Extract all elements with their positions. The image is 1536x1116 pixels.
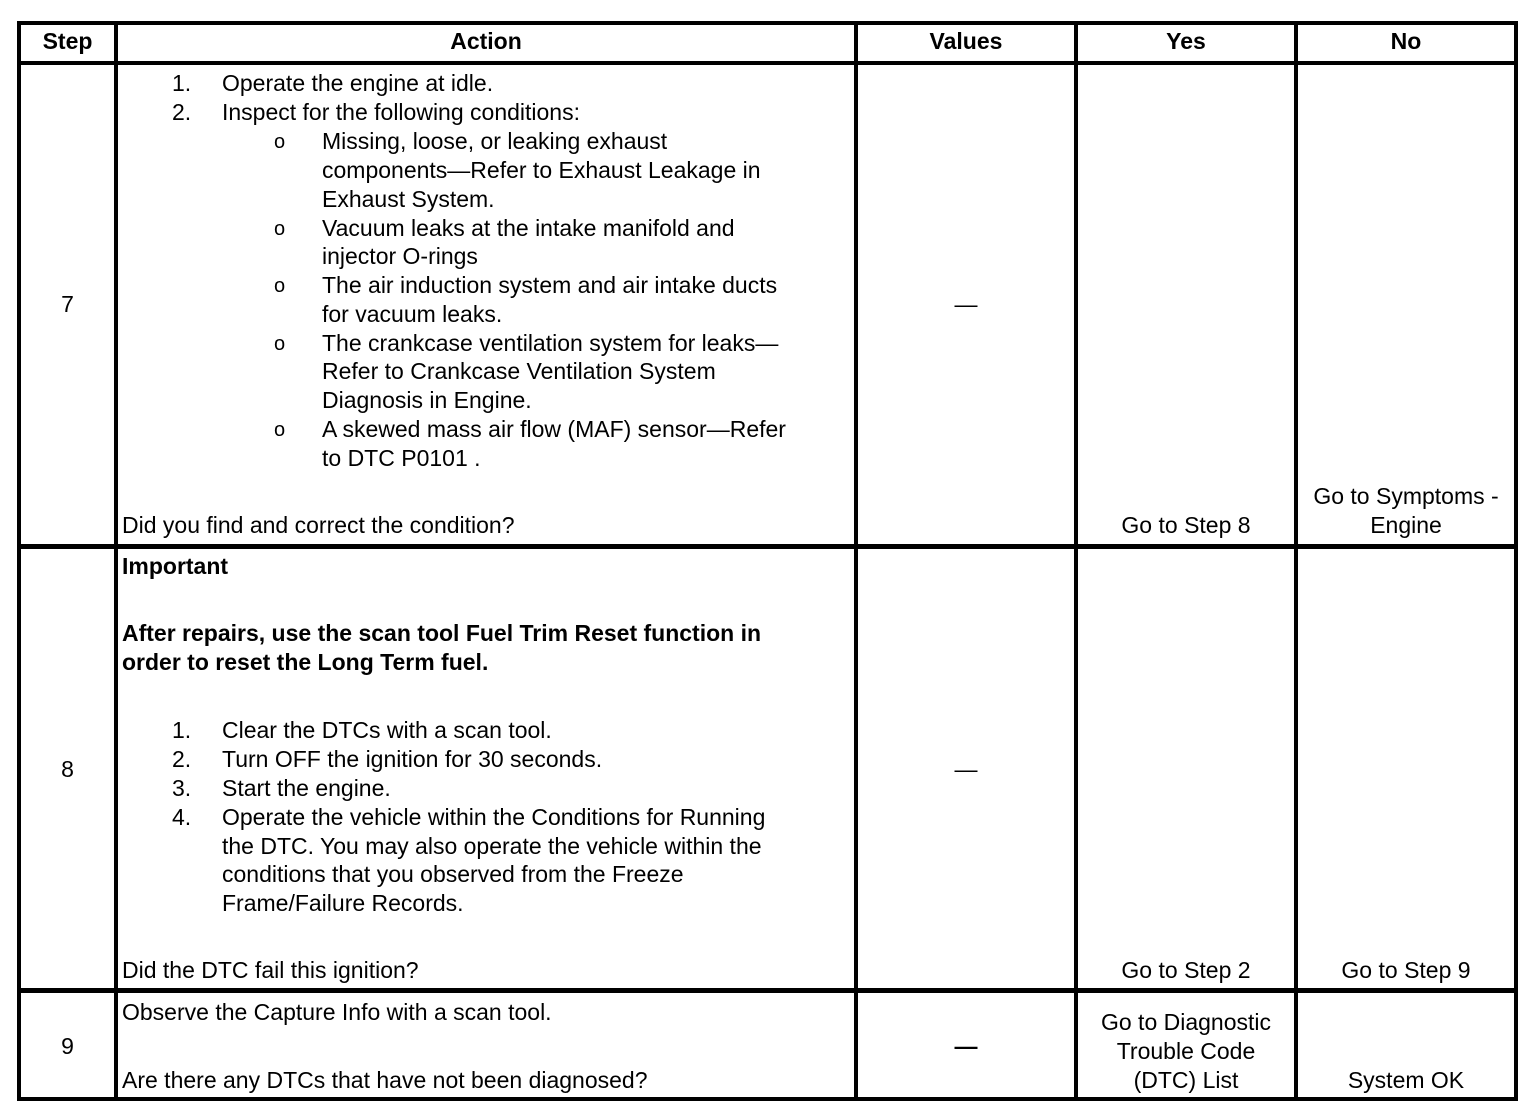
bullet-text: The air induction system and air intake ducts [322,272,778,298]
header-no: No [1390,28,1422,54]
bullet-text: Exhaust System. [322,186,495,212]
bullet-text: Vacuum leaks at the intake manifold and [322,215,735,241]
no-action: Go to Symptoms - [1313,483,1499,509]
important-title: Important [122,553,229,579]
yes-action: Go to Diagnostic [1100,1009,1272,1035]
bullet-marker: o [274,131,286,153]
step-item-number: 4. [172,804,192,830]
step-number: 8 [61,756,74,782]
table-left-border [17,21,21,1101]
col-divider-values [1074,21,1078,1101]
yes-action: Trouble Code [1116,1038,1256,1064]
bullet-marker: o [274,218,286,240]
bullet-text: Refer to Crankcase Ventilation System [322,358,716,384]
bullet-text: for vacuum leaks. [322,301,503,327]
important-text: order to reset the Long Term fuel. [122,649,489,675]
step-number: 7 [61,291,74,317]
instruction-text: Observe the Capture Info with a scan tool. [122,999,552,1025]
col-divider-yes [1294,21,1298,1101]
step-item-text: conditions that you observed from the Freeze [222,861,684,887]
important-text: After repairs, use the scan tool Fuel Trim Reset function in [122,620,762,646]
step-item-text: Start the engine. [222,775,391,801]
values-dash: — [954,1033,978,1059]
no-action: Engine [1370,512,1442,538]
step-number: 9 [61,1033,74,1059]
bullet-text: to DTC P0101 . [322,445,481,471]
bullet-marker: o [274,333,286,355]
question-text: Did you find and correct the condition? [122,512,515,538]
values-dash: — [954,291,978,317]
question-text: Are there any DTCs that have not been diagnosed? [122,1067,648,1093]
step-item-text: the DTC. You may also operate the vehicle within the [222,833,762,859]
row7-bottom-border [17,544,1518,549]
step-item-number: 1. [172,717,192,743]
step-item-text: Operate the vehicle within the Conditions for Running [222,804,766,830]
table-right-border [1514,21,1518,1101]
bullet-text: Diagnosis in Engine. [322,387,532,413]
bullet-text: components—Refer to Exhaust Leakage in [322,157,761,183]
table-top-border [17,21,1518,25]
yes-action: Go to Step 2 [1121,957,1251,983]
table-bottom-border [17,1097,1518,1101]
bullet-text: injector O-rings [322,243,478,269]
question-text: Did the DTC fail this ignition? [122,957,419,983]
bullet-text: A skewed mass air flow (MAF) sensor—Refer [322,416,786,442]
yes-action: (DTC) List [1133,1067,1239,1093]
header-bottom-border [17,61,1518,65]
step-item-number: 2. [172,746,192,772]
step-item-text: Inspect for the following conditions: [222,99,580,125]
step-item-number: 2. [172,99,192,125]
bullet-text: Missing, loose, or leaking exhaust [322,128,668,154]
step-item-text: Turn OFF the ignition for 30 seconds. [222,746,603,772]
header-yes: Yes [1166,28,1206,54]
bullet-marker: o [274,419,286,441]
header-step: Step [42,28,93,54]
header-values: Values [929,28,1003,54]
col-divider-step [114,21,118,1101]
step-item-text: Clear the DTCs with a scan tool. [222,717,552,743]
values-dash: — [954,756,978,782]
bullet-text: The crankcase ventilation system for leaks— [322,330,779,356]
no-action: Go to Step 9 [1341,957,1471,983]
bullet-marker: o [274,275,286,297]
col-divider-action [854,21,858,1101]
row8-bottom-border [17,988,1518,993]
no-action: System OK [1347,1067,1465,1093]
step-item-number: 1. [172,70,192,96]
step-item-text: Operate the engine at idle. [222,70,494,96]
step-item-text: Frame/Failure Records. [222,890,464,916]
yes-action: Go to Step 8 [1121,512,1251,538]
step-item-number: 3. [172,775,192,801]
header-action: Action [450,28,522,54]
